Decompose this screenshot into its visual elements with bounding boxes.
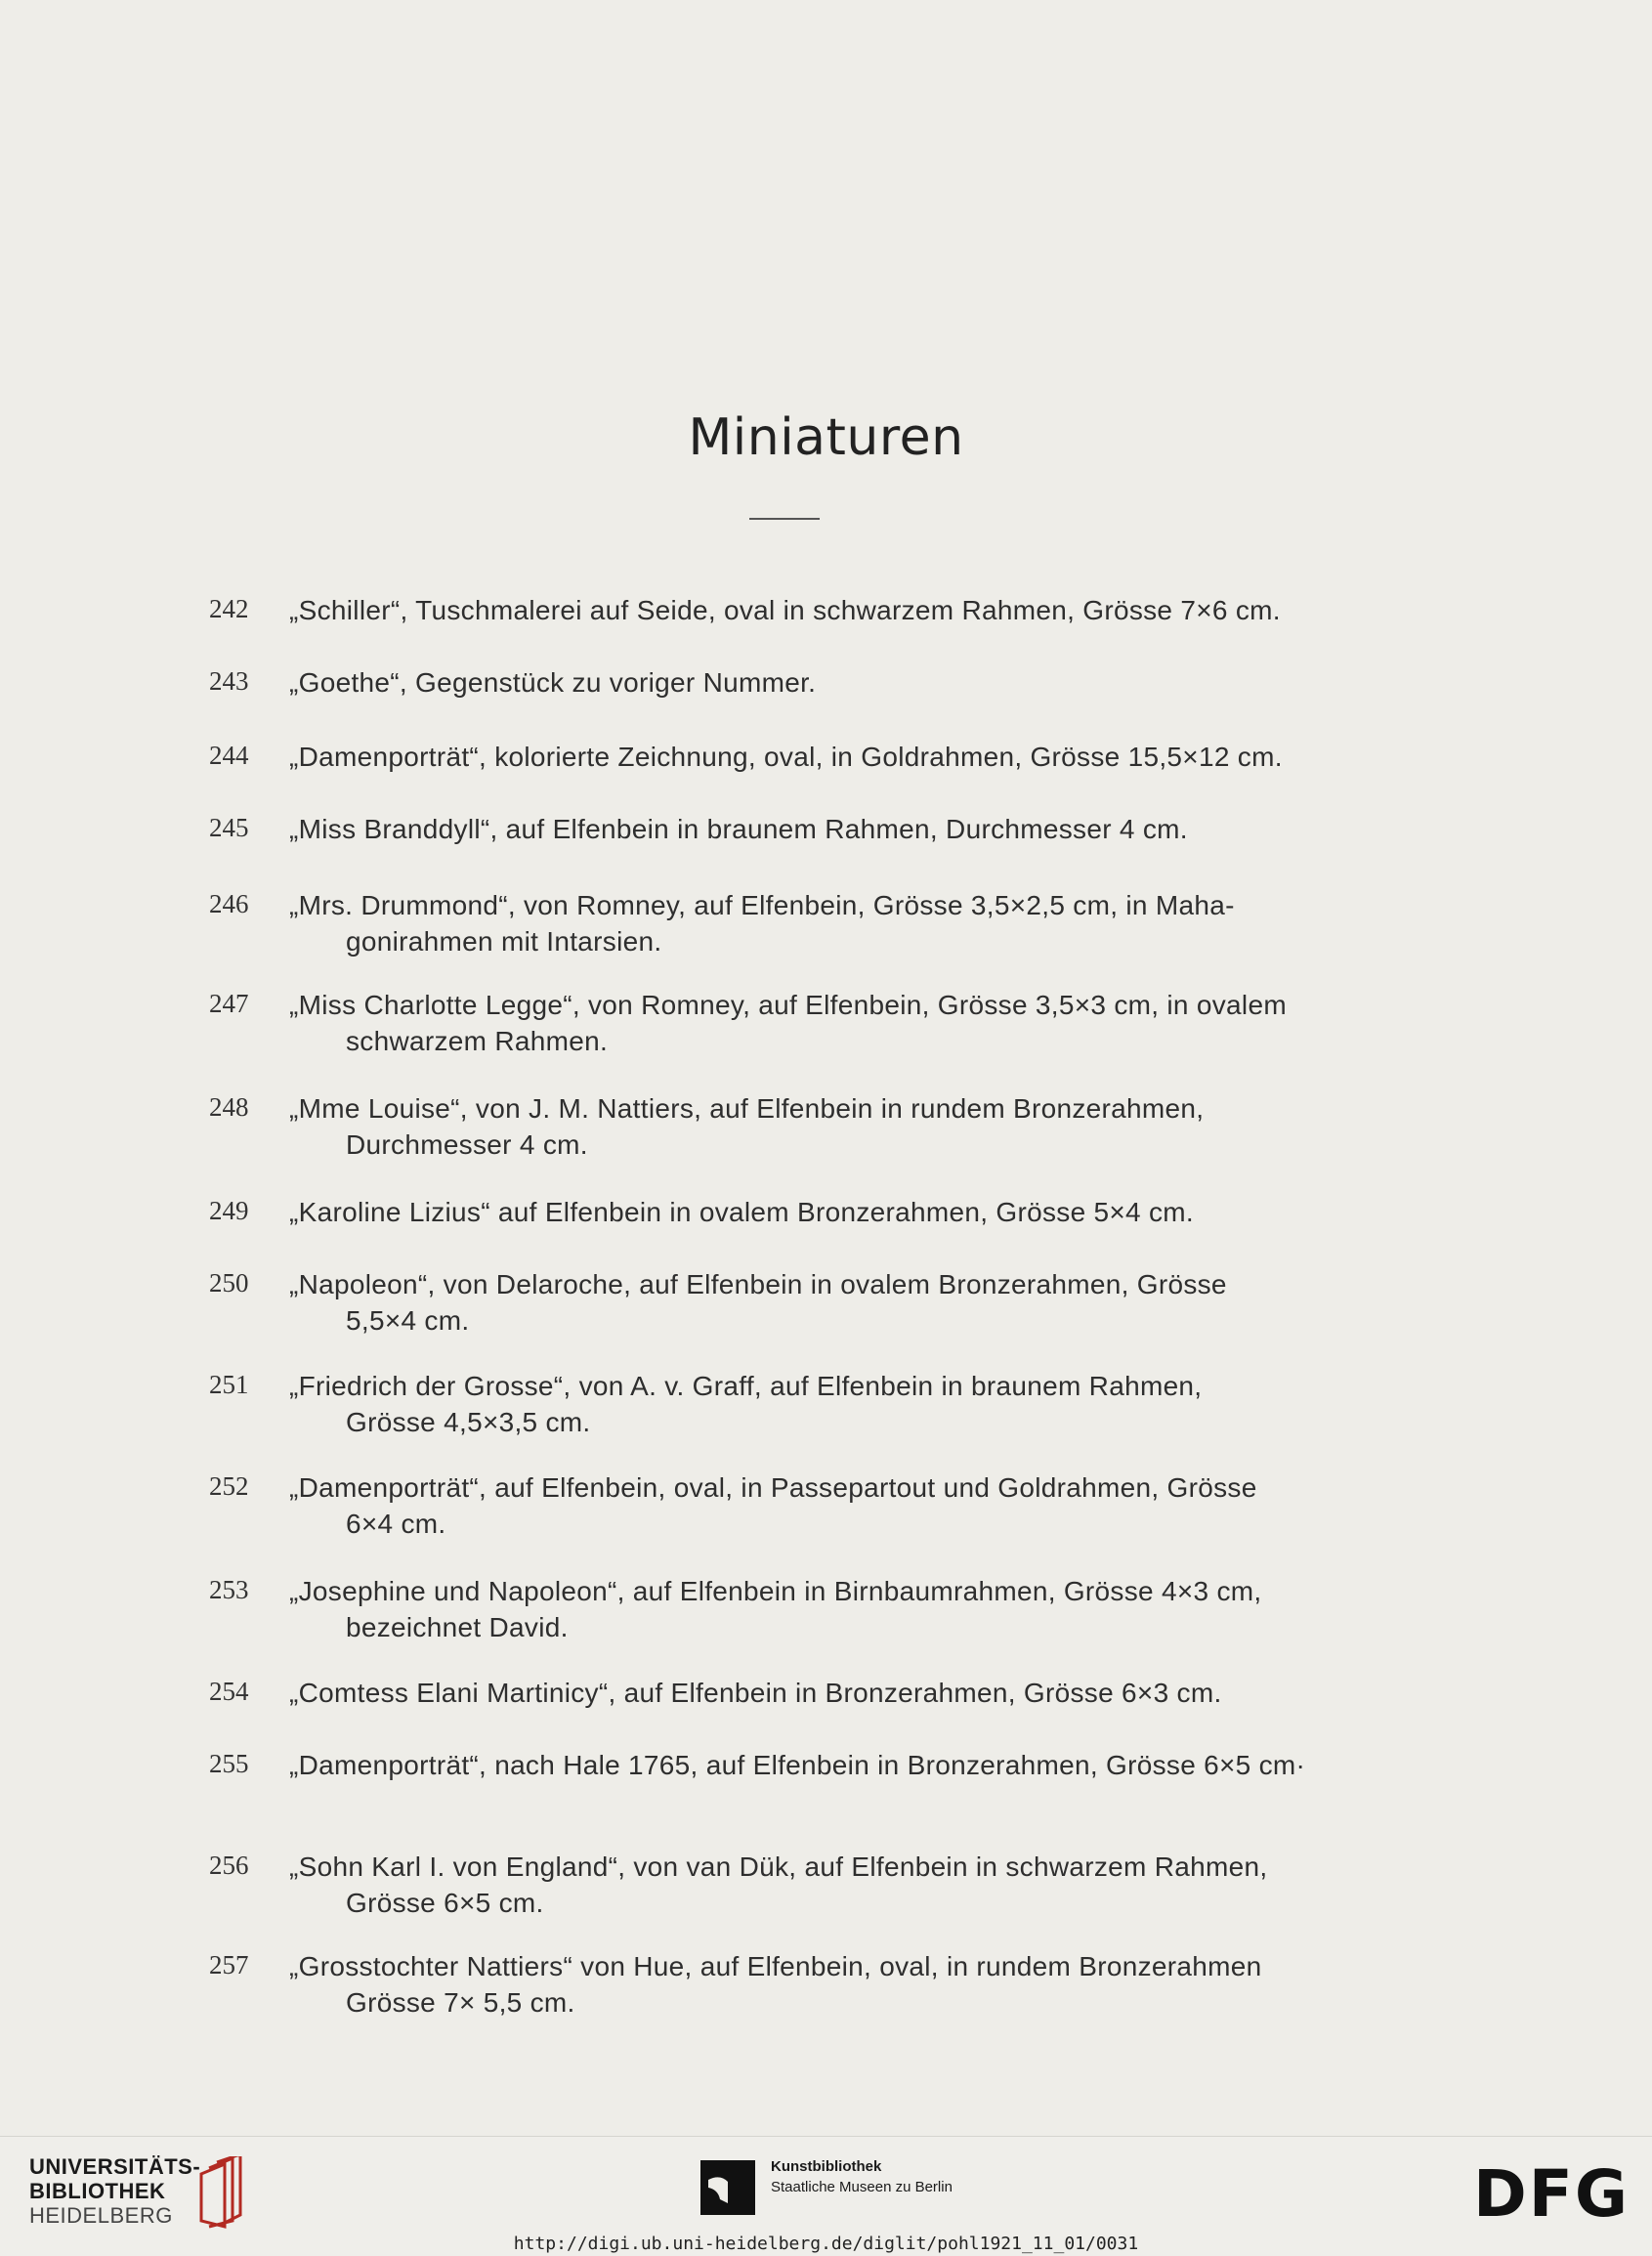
entry-line: „Napoleon“, von Delaroche, auf Elfenbein in ovalem Bronzerahmen, Grösse <box>289 1269 1227 1299</box>
entry-description <box>289 664 1352 701</box>
entry-line: „Goethe“, Gegenstück zu voriger Nummer. <box>289 667 817 698</box>
university-library-logo[interactable] <box>29 2154 200 2228</box>
entry-line: „Mme Louise“, von J. M. Nattiers, auf Elfenbein in rundem Bronzerahmen, <box>289 1093 1205 1124</box>
entry-continuation-line: gonirahmen mit Intarsien. <box>346 926 662 957</box>
entry-line: „Miss Charlotte Legge“, von Romney, auf Elfenbein, Grösse 3,5×3 cm, in ovalem <box>289 990 1287 1020</box>
entry-number: 247 <box>209 989 249 1018</box>
entry-line: „Damenporträt“, kolorierte Zeichnung, oval, in Goldrahmen, Grösse 15,5×12 cm. <box>289 742 1283 772</box>
entry-number: 254 <box>209 1677 249 1706</box>
entry-description <box>289 1090 1352 1163</box>
entry-number: 257 <box>209 1950 249 1979</box>
entry-continuation-line: 6×4 cm. <box>346 1509 446 1539</box>
entry-number: 248 <box>209 1092 249 1122</box>
entry-description <box>289 1948 1352 2021</box>
entry-description <box>289 987 1352 1059</box>
entry-line: „Karoline Lizius“ auf Elfenbein in ovalem Bronzerahmen, Grösse 5×4 cm. <box>289 1197 1194 1227</box>
entry-number: 243 <box>209 666 249 696</box>
entry-continuation-line: schwarzem Rahmen. <box>346 1026 609 1056</box>
entry-continuation-line: bezeichnet David. <box>346 1612 569 1642</box>
entry-number: 245 <box>209 813 249 842</box>
ub-mark-icon <box>195 2156 254 2233</box>
entry-number: 252 <box>209 1471 249 1501</box>
entry-line: „Mrs. Drummond“, von Romney, auf Elfenbein, Grösse 3,5×2,5 cm, in Maha- <box>289 890 1235 920</box>
entry-line: „Sohn Karl I. von England“, von van Dük, auf Elfenbein in schwarzem Rahmen, <box>289 1852 1268 1882</box>
entry-continuation-line: Grösse 6×5 cm. <box>346 1888 544 1918</box>
entry-line: „Grosstochter Nattiers“ von Hue, auf Elfenbein, oval, in rundem Bronzerahmen <box>289 1951 1262 1981</box>
entry-description <box>289 1675 1352 1711</box>
ub-logo-line-2: BIBLIOTHEK <box>29 2179 166 2203</box>
entry-description <box>289 811 1352 847</box>
entry-continuation-line: Grösse 7× 5,5 cm. <box>346 1987 575 2018</box>
entry-line: „Friedrich der Grosse“, von A. v. Graff, auf Elfenbein in braunem Rahmen, <box>289 1371 1203 1401</box>
entry-number: 246 <box>209 889 249 918</box>
kunstbibliothek-name: Kunstbibliothek <box>771 2158 882 2175</box>
entry-description <box>289 592 1352 628</box>
kunstbibliothek-logo-icon[interactable] <box>699 2158 757 2217</box>
entry-description <box>289 1194 1352 1230</box>
kunstbibliothek-subtitle: Staatliche Museen zu Berlin <box>771 2179 953 2195</box>
entry-description <box>289 739 1352 775</box>
entry-number: 250 <box>209 1268 249 1298</box>
entry-description <box>289 887 1352 959</box>
entry-continuation-line: Durchmesser 4 cm. <box>346 1129 588 1160</box>
entry-line: „Comtess Elani Martinicy“, auf Elfenbein in Bronzerahmen, Grösse 6×3 cm. <box>289 1678 1222 1708</box>
entry-description <box>289 1469 1352 1542</box>
entry-description <box>289 1266 1352 1339</box>
page-title: Miniaturen <box>688 408 964 467</box>
entry-number: 253 <box>209 1575 249 1604</box>
ub-logo-line-1: UNIVERSITÄTS- <box>29 2154 201 2179</box>
entry-line: „Schiller“, Tuschmalerei auf Seide, oval in schwarzem Rahmen, Grösse 7×6 cm. <box>289 595 1281 625</box>
entry-description <box>289 1849 1352 1921</box>
entry-continuation-line: 5,5×4 cm. <box>346 1305 470 1336</box>
entry-description <box>289 1573 1352 1645</box>
entry-continuation-line: Grösse 4,5×3,5 cm. <box>346 1407 591 1437</box>
dfg-logo[interactable]: DFG <box>1473 2156 1631 2232</box>
entry-line: „Josephine und Napoleon“, auf Elfenbein in Birnbaumrahmen, Grösse 4×3 cm, <box>289 1576 1262 1606</box>
kunstbibliothek-text <box>771 2158 953 2195</box>
permalink-url[interactable]: http://digi.ub.uni-heidelberg.de/diglit/pohl1921_11_01/0031 <box>513 2234 1139 2254</box>
entry-number: 249 <box>209 1196 249 1225</box>
entry-number: 244 <box>209 741 249 770</box>
entry-number: 251 <box>209 1370 249 1399</box>
ub-logo-line-3: HEIDELBERG <box>29 2203 173 2228</box>
entry-number: 256 <box>209 1851 249 1880</box>
entry-description <box>289 1747 1352 1783</box>
entry-line: „Miss Branddyll“, auf Elfenbein in braunem Rahmen, Durchmesser 4 cm. <box>289 814 1188 844</box>
entry-description <box>289 1368 1352 1440</box>
entry-line: „Damenporträt“, auf Elfenbein, oval, in Passepartout und Goldrahmen, Grösse <box>289 1472 1257 1503</box>
entry-line: „Damenporträt“, nach Hale 1765, auf Elfenbein in Bronzerahmen, Grösse 6×5 cm· <box>289 1750 1306 1780</box>
title-divider <box>749 518 820 520</box>
entry-number: 242 <box>209 594 249 623</box>
entry-number: 255 <box>209 1749 249 1778</box>
